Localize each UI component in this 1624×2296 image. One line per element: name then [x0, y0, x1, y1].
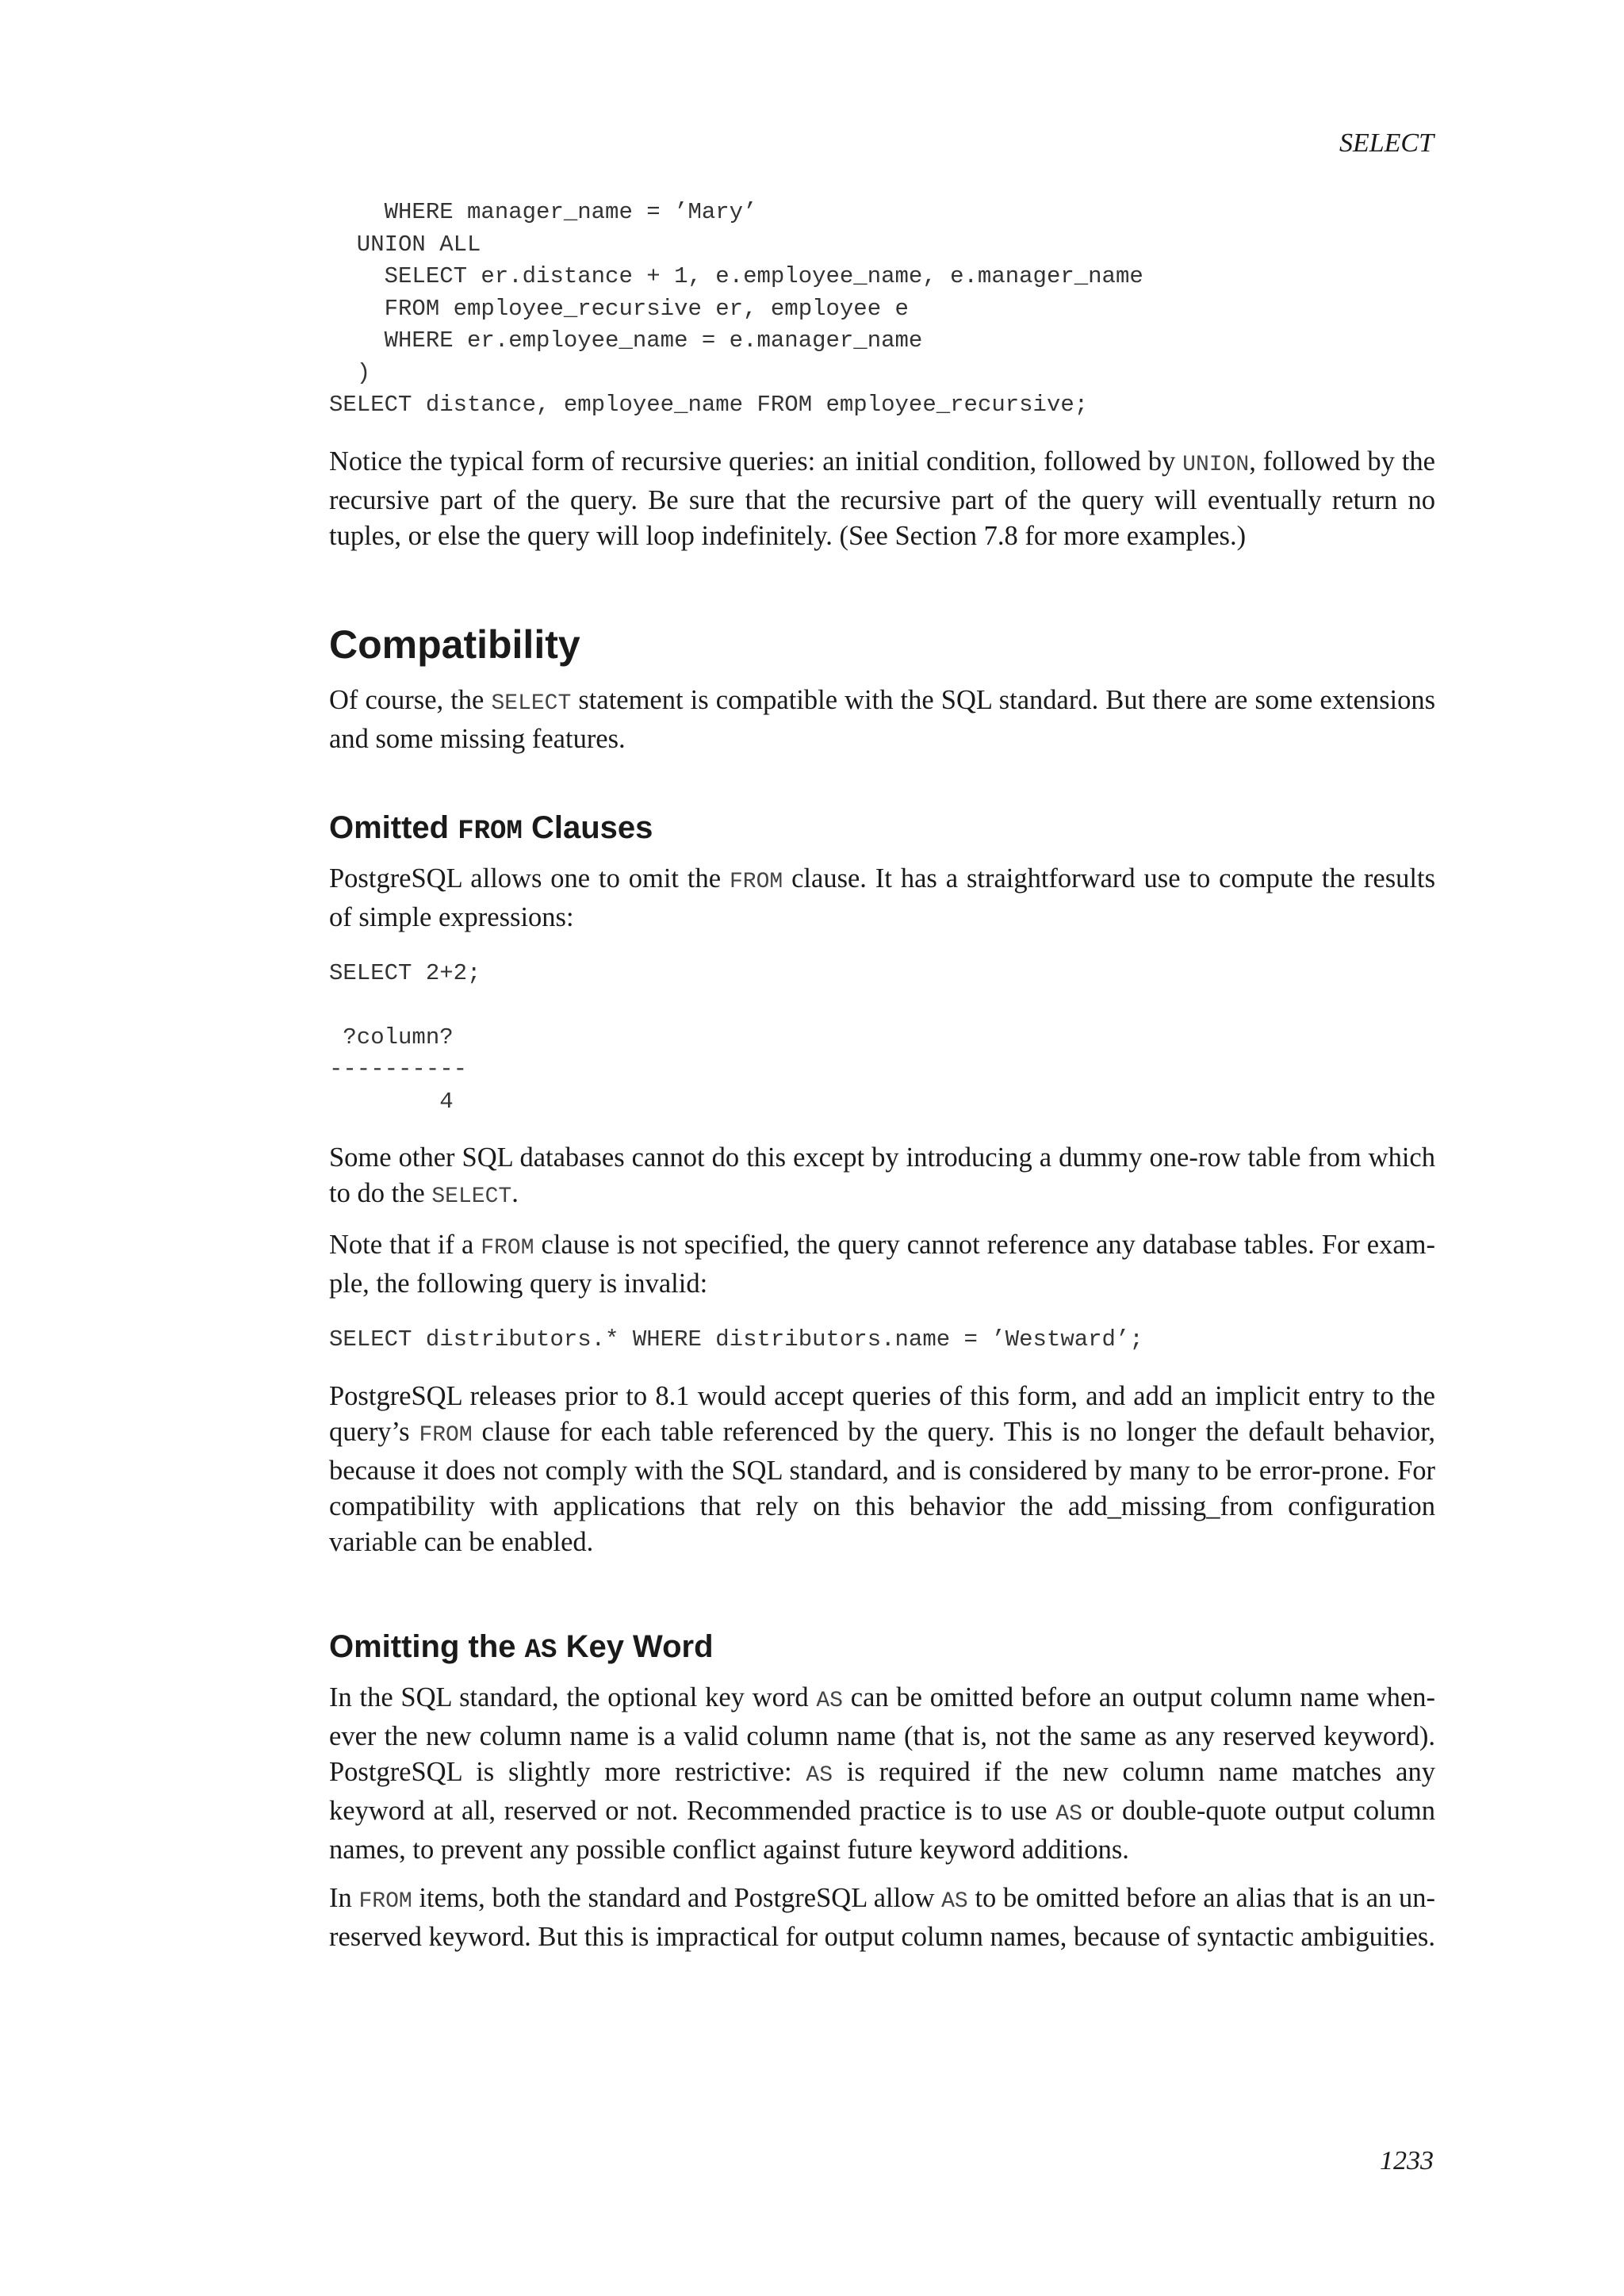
text: PostgreSQL releases prior to 8.1 would accept queries of this form, and add an implicit entry to the query’s	[329, 1380, 1435, 1447]
heading-keyword: FROM	[458, 816, 523, 847]
inline-code: AS	[941, 1888, 968, 1914]
heading-text: Key Word	[557, 1628, 714, 1664]
paragraph-omit-from	[329, 861, 1435, 936]
text: In	[329, 1882, 359, 1913]
heading-text: Clauses	[522, 809, 653, 845]
heading-keyword: AS	[524, 1635, 557, 1666]
text: .	[511, 1178, 519, 1208]
code-block-invalid-query: SELECT distributors.* WHERE distributors.name = ’Westward’;	[329, 1326, 1143, 1353]
text: Note that if a	[329, 1230, 481, 1260]
paragraph-recursive-note	[329, 444, 1435, 554]
inline-code: AS	[1055, 1801, 1082, 1827]
text: clause. It has a straightforward use to compute the results of simple expressions:	[329, 863, 1436, 932]
text: to be omitted before an alias that is an unreserved keyword. But this is impractical for output column names, because of syntactic ambiguities.	[329, 1882, 1435, 1952]
heading-text: Omitted	[329, 809, 458, 845]
code-block-recursive-query: WHERE manager_name = ’Mary’ UNION ALL SELECT er.distance + 1, e.employee_name, e.manager_name FROM employee_recursive er, employee e WHERE er.employee_name = e.manager_name ) SELECT distance, employee_name FROM employee_recursive;	[329, 199, 1143, 418]
inline-code: FROM	[358, 1888, 412, 1914]
text: or double-quote output column names, to prevent any possible conflict against future keyword additions.	[329, 1795, 1435, 1865]
paragraph-from-not-specified	[329, 1227, 1435, 1302]
inline-code: AS	[806, 1762, 833, 1788]
code-block-select-2-plus-2: SELECT 2+2; ?column? ---------- 4	[329, 959, 481, 1115]
subsection-heading-omitted-from	[329, 808, 1435, 851]
paragraph-from-items-alias	[329, 1881, 1435, 1955]
subsection-heading-omitting-as	[329, 1627, 1435, 1670]
text: Some other SQL databases cannot do this except by introducing a dummy one-row table from which to do the	[329, 1142, 1435, 1208]
text: PostgreSQL allows one to omit the	[329, 863, 730, 894]
page-number: 1233	[1380, 2146, 1434, 2175]
inline-code: SELECT	[431, 1184, 512, 1209]
text: In the SQL standard, the optional key word	[329, 1682, 817, 1712]
inline-code: UNION	[1182, 452, 1250, 477]
section-heading-compatibility: Compatibility	[329, 622, 580, 667]
page-content	[329, 197, 1435, 1955]
text: can be omitted before an output column name whenever the new column name is a valid column name (that is, not the same as any reserved keyword). PostgreSQL is slightly more restrictive:	[329, 1682, 1435, 1787]
inline-code: FROM	[729, 869, 783, 894]
paragraph-compatibility-intro	[329, 683, 1435, 757]
paragraph-as-keyword	[329, 1680, 1435, 1868]
text: Of course, the	[329, 684, 492, 715]
text: statement is compatible with the SQL standard. But there are some extensions and some missing features.	[329, 684, 1436, 754]
text: is required if the new column name matches any keyword at all, reserved or not. Recommended practice is to use	[329, 1756, 1435, 1826]
text: clause for each table referenced by the query. This is no longer the default behavior, because it does not comply with the SQL standard, and is considered by many to be error-prone. For compatibility with applications that rely on this behavior the add_missing_from configuration variable can be enabled.	[329, 1416, 1435, 1557]
text: items, both the standard and PostgreSQL allow	[412, 1882, 942, 1913]
text: clause is not specified, the query cannot reference any database tables. For example, the following query is invalid:	[329, 1230, 1435, 1299]
text: , followed by the recursive part of the query. Be sure that the recursive part of the query will eventually return no tuples, or else the query will loop indefinitely. (See Section 7.8 for more examples.)	[329, 446, 1435, 551]
inline-code: AS	[816, 1688, 843, 1713]
inline-code: FROM	[481, 1236, 534, 1261]
inline-code: SELECT	[491, 691, 572, 716]
paragraph-dummy-table	[329, 1140, 1435, 1215]
inline-code: FROM	[419, 1422, 473, 1448]
heading-text: Omitting the	[329, 1628, 525, 1664]
text: Notice the typical form of recursive queries: an initial condition, followed by	[329, 446, 1183, 476]
paragraph-add-missing-from	[329, 1379, 1435, 1560]
running-header: SELECT	[1339, 128, 1434, 158]
